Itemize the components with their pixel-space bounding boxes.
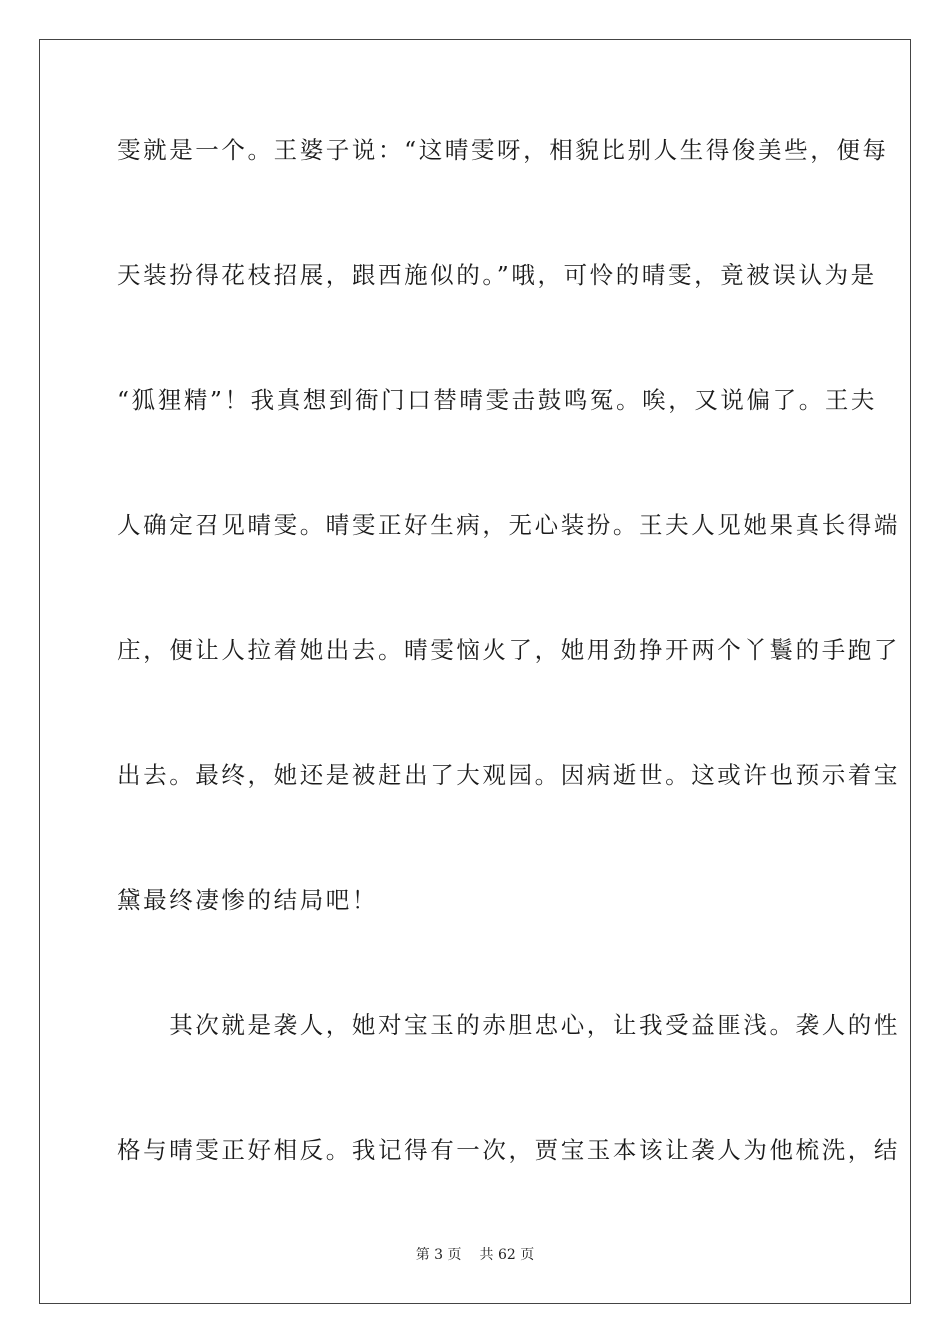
page-footer	[0, 1245, 950, 1265]
text-line: “狐狸精”！我真想到衙门口替晴雯击鼓鸣冤。唉，又说偏了。王夫	[117, 386, 878, 414]
text-line: 格与晴雯正好相反。我记得有一次，贾宝玉本该让袭人为他梳洗，结	[117, 1136, 900, 1164]
page-border	[39, 39, 911, 1304]
text-line: 天装扮得花枝招展，跟西施似的。”哦，可怜的晴雯，竟被误认为是	[117, 261, 877, 289]
current-page-number: 第 3 页	[415, 1247, 462, 1263]
text-line: 出去。最终，她还是被赶出了大观园。因病逝世。这或许也预示着宝	[117, 761, 900, 789]
text-line: 庄，便让人拉着她出去。晴雯恼火了，她用劲挣开两个丫鬟的手跑了	[117, 636, 900, 664]
total-page-count: 共 62 页	[479, 1247, 535, 1263]
text-line: 黛最终凄惨的结局吧！	[117, 886, 378, 914]
text-line: 其次就是袭人，她对宝玉的赤胆忠心，让我受益匪浅。袭人的性	[117, 1011, 900, 1039]
text-line: 人确定召见晴雯。晴雯正好生病，无心装扮。王夫人见她果真长得端	[117, 511, 900, 539]
text-line: 雯就是一个。王婆子说：“这晴雯呀，相貌比别人生得俊美些，便每	[117, 136, 889, 164]
